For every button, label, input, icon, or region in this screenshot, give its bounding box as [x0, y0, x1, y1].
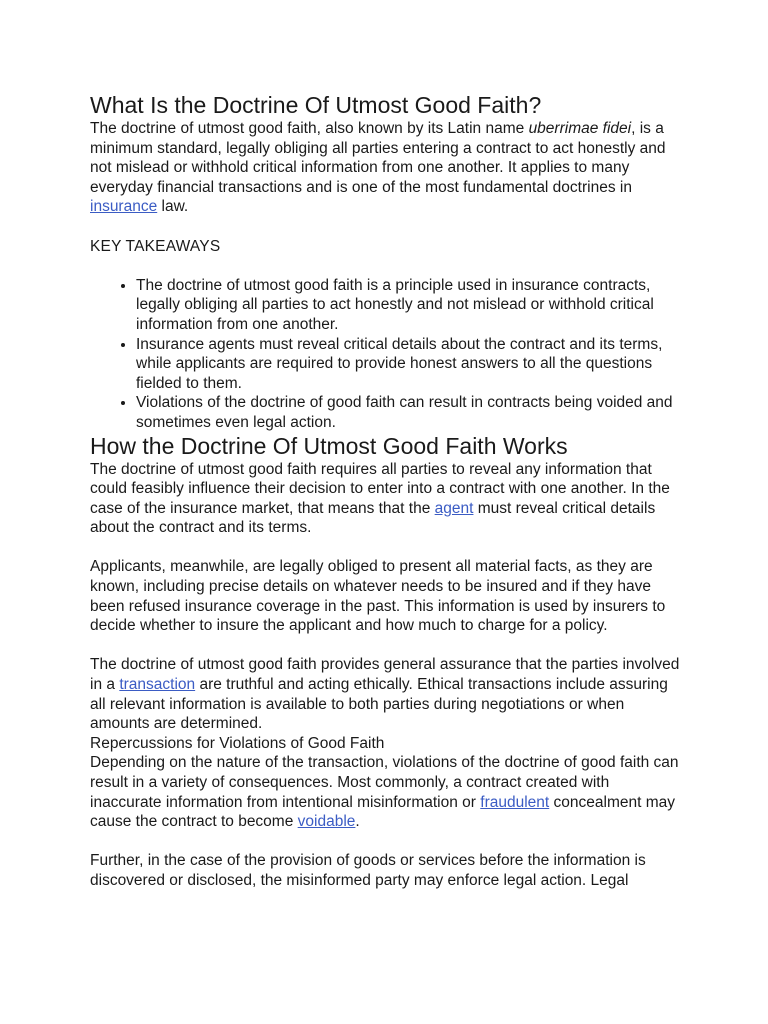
intro-text-body: is a minimum standard, legally obliging all parties entering a contract to act honestly and not mislead or withhold critical information from one another. It applies to many everyday financial transactions and is one of the most fundamental doctrines in — [90, 120, 666, 196]
intro-text-start: The doctrine of utmost good faith, also known by its Latin name — [90, 120, 529, 137]
paragraph-repercussions — [90, 753, 682, 831]
paragraph-text: . — [355, 813, 360, 831]
agent-link[interactable]: agent — [434, 499, 474, 517]
paragraph-further: Further, in the case of the provision of goods or services before the information is discovered or disclosed, the misinformed party may enforce legal action. Legal — [90, 852, 646, 889]
list-item: • Violations of the doctrine of good faith can result in contracts being voided and sometimes even legal action. — [136, 393, 682, 432]
subsection-title: Repercussions for Violations of Good Faith — [90, 734, 385, 752]
paragraph-text: The doctrine of utmost good faith requires all parties to reveal any information that could feasibly influence their decision to enter into a contract with one another. In the case of the insurance market, that means that the — [90, 460, 670, 517]
fraudulent-link[interactable]: fraudulent — [480, 793, 550, 811]
paragraph-assurance — [90, 655, 682, 733]
list-item: • The doctrine of utmost good faith is a principle used in insurance contracts, legally obliging all parties to act honestly and not mislead or withhold critical information from one another. — [136, 276, 682, 335]
paragraph-requirements — [90, 460, 682, 538]
paragraph-text: concealment may cause the contract to become — [90, 793, 675, 831]
paragraph-applicants: Applicants, meanwhile, are legally obliged to present all material facts, as they are known, including precise details on whatever needs to be insured and if they have been refused insurance coverage in the past. This information is used by insurers to decide whether to insure the applicant and how much to charge for a policy. — [90, 558, 666, 635]
intro-comma: , — [631, 120, 636, 137]
intro-text-end: law. — [157, 198, 189, 216]
latin-term: uberrimae fidei — [528, 120, 632, 137]
key-takeaways-list — [90, 276, 682, 433]
document-page — [90, 92, 682, 891]
section-title: How the Doctrine Of Utmost Good Faith Works — [90, 432, 568, 459]
paragraph-text: must reveal critical details about the contract and its terms. — [90, 499, 656, 537]
key-takeaways-heading: KEY TAKEAWAYS — [90, 237, 221, 255]
intro-paragraph — [90, 119, 682, 217]
paragraph-text: The doctrine of utmost good faith provides general assurance that the parties involved in a — [90, 656, 680, 694]
list-item: • Insurance agents must reveal critical details about the contract and its terms, while applicants are required to provide honest answers to all the questions fielded to them. — [136, 335, 682, 394]
voidable-link[interactable]: voidable — [297, 813, 356, 831]
paragraph-text: Depending on the nature of the transaction, violations of the doctrine of good faith can result in a variety of consequences. Most commonly, a contract created with inaccurate information from intentional misinformation or — [90, 754, 679, 811]
insurance-link[interactable]: insurance — [90, 198, 158, 216]
transaction-link[interactable]: transaction — [119, 676, 196, 694]
page-title: What Is the Doctrine Of Utmost Good Faith? — [90, 92, 542, 118]
paragraph-text: are truthful and acting ethically. Ethical transactions include assuring all relevant information is available to both parties during negotiations or when amounts are determined. — [90, 676, 668, 733]
